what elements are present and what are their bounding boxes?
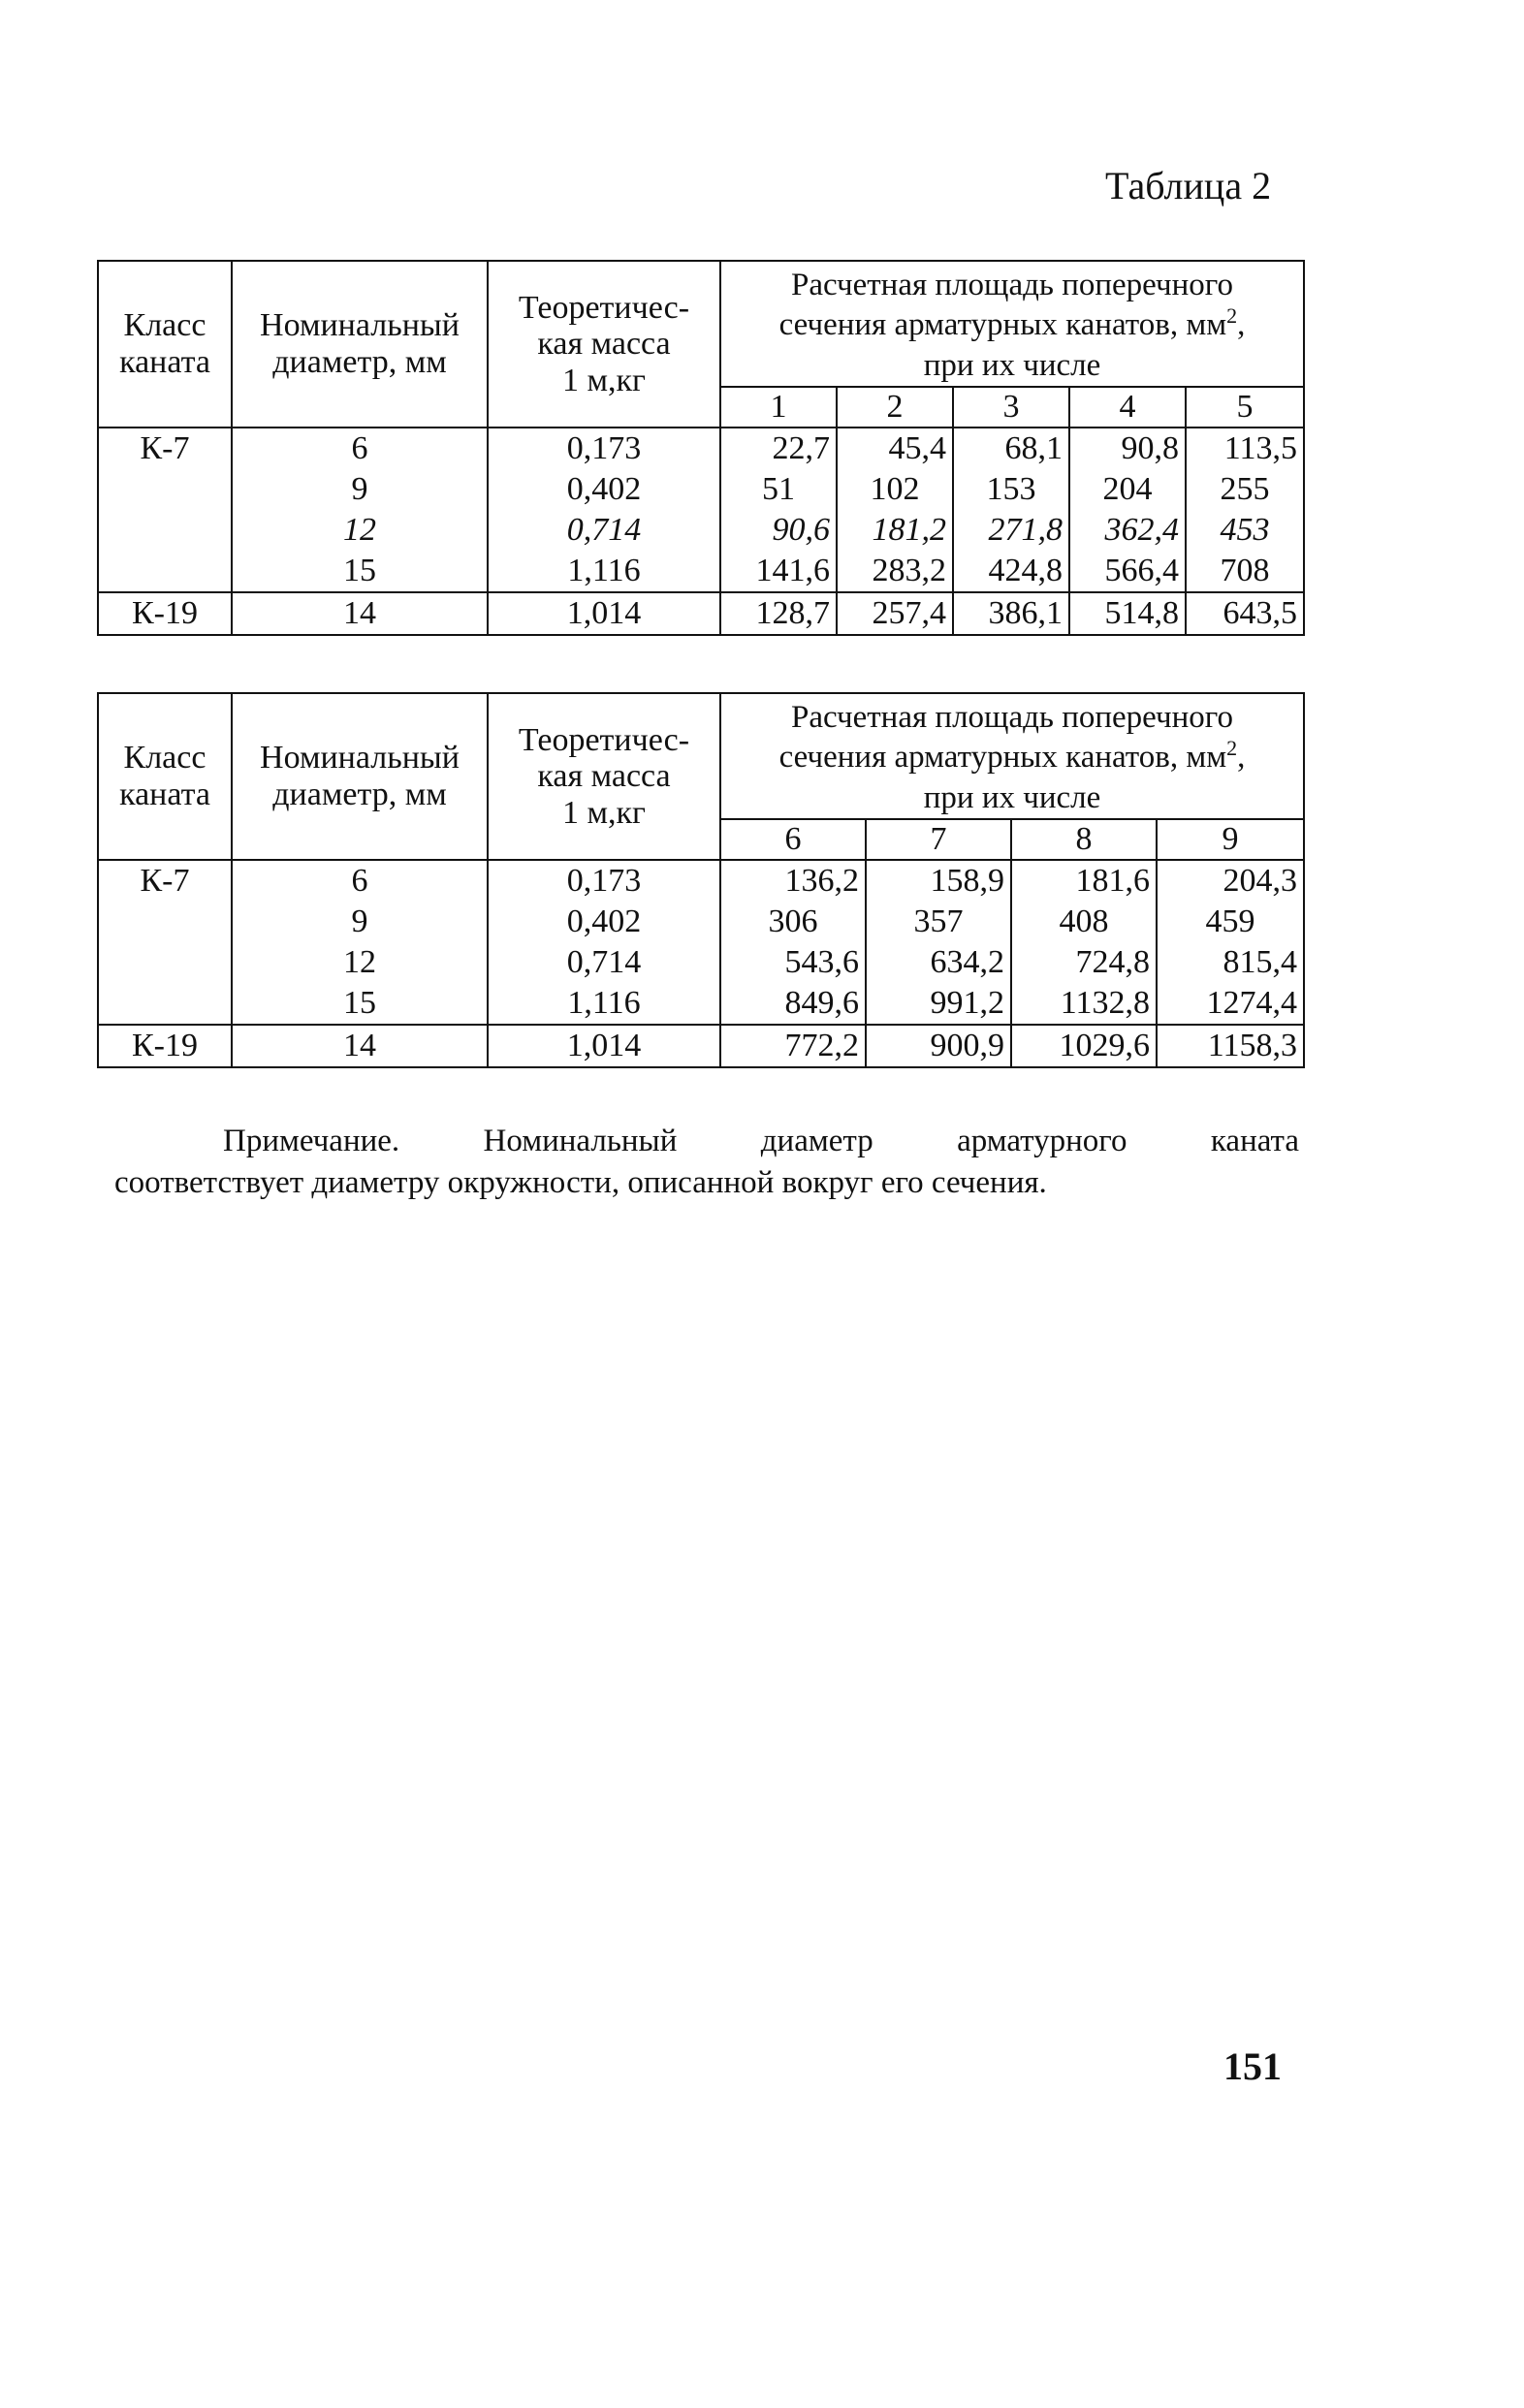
area-cell: 271,8 [953,510,1069,551]
diameter-cell: 15 [232,983,488,1025]
area-cell: 181,6 [1011,860,1157,902]
area-cell: 113,5 [1186,428,1304,469]
class-cell [98,469,232,510]
diameter-cell: 15 [232,551,488,592]
rope-table-2 [97,692,1305,1068]
area-cell: 724,8 [1011,942,1157,983]
table-row [98,860,1304,902]
area-cell: 543,6 [720,942,866,983]
page-number: 151 [1223,2044,1282,2088]
area-cell: 459 [1157,902,1304,942]
area-cell: 257,4 [837,592,953,635]
mass-cell: 0,173 [488,860,720,902]
area-cell: 136,2 [720,860,866,902]
footnote-line-2: соответствует диаметру окружности, описанной вокруг его сечения. [114,1164,1047,1200]
mass-cell: 1,014 [488,1025,720,1067]
area-cell: 1132,8 [1011,983,1157,1025]
header-row [98,261,1304,387]
count-cell: 6 [720,819,866,860]
area-cell: 991,2 [866,983,1011,1025]
table-row [98,592,1304,635]
class-cell [98,983,232,1025]
area-cell: 386,1 [953,592,1069,635]
area-cell: 128,7 [720,592,837,635]
area-cell: 204,3 [1157,860,1304,902]
area-cell: 634,2 [866,942,1011,983]
mass-cell: 0,402 [488,469,720,510]
mass-cell: 0,714 [488,510,720,551]
area-cell: 283,2 [837,551,953,592]
diameter-cell: 9 [232,469,488,510]
area-cell: 514,8 [1069,592,1186,635]
class-cell: К-19 [98,1025,232,1067]
area-cell: 1158,3 [1157,1025,1304,1067]
diameter-cell: 12 [232,942,488,983]
area-cell: 772,2 [720,1025,866,1067]
class-cell [98,510,232,551]
table-row [98,469,1304,510]
footnote-line-1: Примечание. Номинальный диаметр арматурного каната [223,1124,1299,1158]
diameter-cell: 12 [232,510,488,551]
diameter-cell: 6 [232,428,488,469]
area-cell: 1274,4 [1157,983,1304,1025]
area-cell: 849,6 [720,983,866,1025]
header-mass: Теоретичес- кая масса 1 м,кг [488,693,720,860]
area-cell: 453 [1186,510,1304,551]
count-cell: 7 [866,819,1011,860]
area-cell: 51 [720,469,837,510]
area-cell: 45,4 [837,428,953,469]
diameter-cell: 9 [232,902,488,942]
mass-cell: 0,402 [488,902,720,942]
area-cell: 408 [1011,902,1157,942]
header-area: Расчетная площадь поперечного сечения арматурных канатов, $мм^2$, при их числе [720,261,1304,387]
table-row [98,983,1304,1025]
count-cell: 8 [1011,819,1157,860]
diameter-cell: 14 [232,1025,488,1067]
area-cell: 362,4 [1069,510,1186,551]
count-cell: 4 [1069,387,1186,428]
table-row [98,942,1304,983]
rope-table-1 [97,260,1305,636]
area-cell: 708 [1186,551,1304,592]
area-cell: 900,9 [866,1025,1011,1067]
area-cell: 158,9 [866,860,1011,902]
header-diameter: Номинальный диаметр, мм [232,693,488,860]
area-cell: 141,6 [720,551,837,592]
header-row [98,693,1304,819]
area-cell: 566,4 [1069,551,1186,592]
area-cell: 357 [866,902,1011,942]
table-label: Таблица 2 [1105,164,1272,207]
count-cell: 2 [837,387,953,428]
count-cell: 9 [1157,819,1304,860]
class-cell: К-19 [98,592,232,635]
table-row [98,1025,1304,1067]
area-cell: 153 [953,469,1069,510]
area-cell: 22,7 [720,428,837,469]
area-cell: 1029,6 [1011,1025,1157,1067]
area-cell: 255 [1186,469,1304,510]
area-cell: 643,5 [1186,592,1304,635]
table-row [98,428,1304,469]
area-cell: 90,6 [720,510,837,551]
mass-cell: 0,173 [488,428,720,469]
mass-cell: 1,116 [488,551,720,592]
diameter-cell: 6 [232,860,488,902]
header-class: Класс каната [98,261,232,428]
class-cell: К-7 [98,860,232,902]
class-cell [98,551,232,592]
class-cell [98,942,232,983]
footnote [114,1121,1299,1204]
mass-cell: 1,116 [488,983,720,1025]
table-row [98,902,1304,942]
class-cell: К-7 [98,428,232,469]
header-mass: Теоретичес- кая масса 1 м,кг [488,261,720,428]
area-cell: 181,2 [837,510,953,551]
area-cell: 90,8 [1069,428,1186,469]
area-cell: 306 [720,902,866,942]
header-class: Класс каната [98,693,232,860]
table-row [98,551,1304,592]
header-diameter: Номинальный диаметр, мм [232,261,488,428]
header-area: Расчетная площадь поперечного сечения арматурных канатов, $мм^2$, при их числе [720,693,1304,819]
count-cell: 1 [720,387,837,428]
area-cell: 204 [1069,469,1186,510]
class-cell [98,902,232,942]
diameter-cell: 14 [232,592,488,635]
area-cell: 424,8 [953,551,1069,592]
area-cell: 68,1 [953,428,1069,469]
area-cell: 815,4 [1157,942,1304,983]
mass-cell: 0,714 [488,942,720,983]
count-cell: 3 [953,387,1069,428]
area-cell: 102 [837,469,953,510]
count-cell: 5 [1186,387,1304,428]
table-row [98,510,1304,551]
mass-cell: 1,014 [488,592,720,635]
